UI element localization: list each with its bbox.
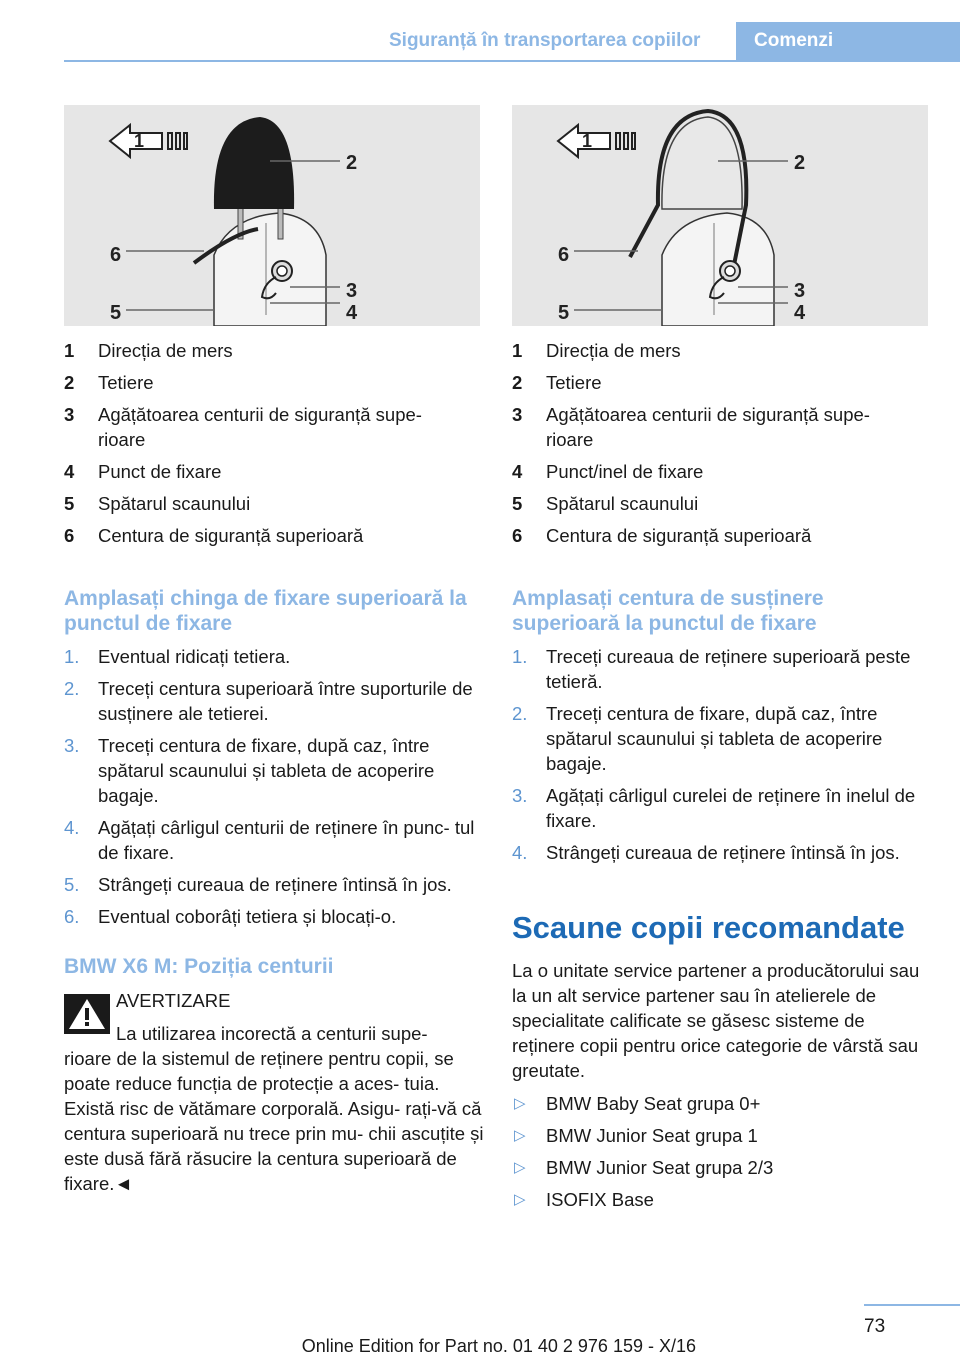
paragraph-recommended: La o unitate service partener a producătorului sau la un alt service partener sau în atelierele de specialitate calificate se găsesc sisteme de reținere copii pentru orice categorie de vârstă sau greutate. (512, 960, 920, 1081)
step-item: 5. Strângeți cureaua de reținere întinsă în jos. (64, 874, 452, 895)
fig-right-label-4: 4 (794, 302, 806, 324)
list-item: ▷ BMW Junior Seat grupa 1 (514, 1125, 758, 1146)
bullet-triangle-icon: ▷ (514, 1127, 526, 1144)
list-item: ▷ BMW Junior Seat grupa 2/3 (514, 1157, 774, 1178)
step-item: 4. Agățați cârligul centurii de reținere în punc‐ tul de fixare. (64, 817, 475, 863)
legend-item: 6 Centura de siguranță superioară (64, 525, 364, 546)
fig-right-label-6: 6 (558, 244, 570, 266)
seat-list (512, 1091, 928, 1219)
header-section-title: Siguranță în transportarea copiilor (389, 30, 701, 51)
bullet-triangle-icon: ▷ (514, 1159, 526, 1176)
fig-left-label-3: 3 (346, 280, 358, 302)
header-chapter-tab[interactable]: Comenzi (736, 22, 960, 62)
warning-icon (64, 994, 110, 1034)
warning-text-first-line: La utilizarea incorectă a centurii supe‐ (116, 1023, 428, 1044)
legend-item: 1 Direcția de mers (512, 340, 681, 361)
list-item: ▷ ISOFIX Base (514, 1189, 654, 1210)
steps-left (64, 644, 480, 936)
legend-item: 5 Spătarul scaunului (512, 493, 699, 514)
legend-item: 1 Direcția de mers (64, 340, 233, 361)
fig-right-label-1: 1 (582, 131, 593, 151)
fig-left-label-5: 5 (110, 302, 122, 324)
warning-text: rioare de la sistemul de reținere pentru copii, se poate reduce funcția de protecție a aces‐ tuia. Există risc de vătămare corporală. Asigu‐ rați-vă că centura superioară nu trece prin mu‐ chii ascuțite și este dusă fără răsucire la centura superioară de fixare.◄ (64, 1048, 484, 1194)
step-item: 6. Eventual coborâți tetiera și blocați-o. (64, 906, 397, 927)
step-item: 2. Treceți centura de fixare, după caz, între spătarul scaunului și tableta de acoperire bagaje. (512, 703, 883, 774)
section-heading-x6m: BMW X6 M: Poziția centurii (64, 955, 334, 978)
legend-item: 4 Punct/inel de fixare (512, 461, 704, 482)
step-item: 2. Treceți centura superioară între suporturile de susținere ale tetierei. (64, 678, 473, 724)
fig-left-label-2: 2 (346, 152, 358, 174)
bullet-triangle-icon: ▷ (514, 1095, 526, 1112)
legend-item: 6 Centura de siguranță superioară (512, 525, 812, 546)
figure-headrest-belt-between-posts (64, 105, 480, 326)
legend-item: 4 Punct de fixare (64, 461, 222, 482)
fig-left-label-6: 6 (110, 244, 122, 266)
figure-headrest-belt-over (512, 105, 928, 326)
page-number-rule (864, 1304, 960, 1306)
fig-right-label-3: 3 (794, 280, 806, 302)
legend-item: 3 Agățătoarea centurii de siguranță supe‐ rioare (64, 404, 422, 450)
fig-left-label-4: 4 (346, 302, 358, 324)
fig-right-label-2: 2 (794, 152, 806, 174)
section-heading-fixing-strap: Amplasați chinga de fixare superioară la punctul de fixare (64, 587, 467, 635)
step-item: 3. Agățați cârligul curelei de reținere în inelul de fixare. (512, 785, 916, 831)
step-item: 3. Treceți centura de fixare, după caz, între spătarul scaunului și tableta de acoperire bagaje. (64, 735, 435, 806)
fig-left-label-1: 1 (134, 131, 145, 151)
legend-left (64, 338, 484, 555)
section-heading-support-strap: Amplasați centura de susținere superioară la punctul de fixare (512, 587, 824, 635)
legend-item: 5 Spătarul scaunului (64, 493, 251, 514)
list-item: ▷ BMW Baby Seat grupa 0+ (514, 1093, 761, 1114)
bullet-triangle-icon: ▷ (514, 1191, 526, 1208)
header-rule (64, 60, 960, 62)
warning-title: AVERTIZARE (116, 990, 231, 1011)
step-item: 4. Strângeți cureaua de reținere întinsă în jos. (512, 842, 900, 863)
legend-item: 3 Agățătoarea centurii de siguranță supe‐ rioare (512, 404, 870, 450)
legend-item: 2 Tetiere (64, 372, 154, 393)
legend-item: 2 Tetiere (512, 372, 602, 393)
step-item: 1. Eventual ridicați tetiera. (64, 646, 291, 667)
fig-right-label-5: 5 (558, 302, 570, 324)
legend-right (512, 338, 932, 555)
steps-right (512, 644, 928, 872)
heading-recommended-child-seats: Scaune copii recomandate (512, 910, 905, 945)
footer-edition: Online Edition for Part no. 01 40 2 976 159 - X/16 (301, 1336, 696, 1356)
step-item: 1. Treceți cureaua de reținere superioară peste tetieră. (512, 646, 911, 692)
page-number: 73 (864, 1316, 886, 1337)
